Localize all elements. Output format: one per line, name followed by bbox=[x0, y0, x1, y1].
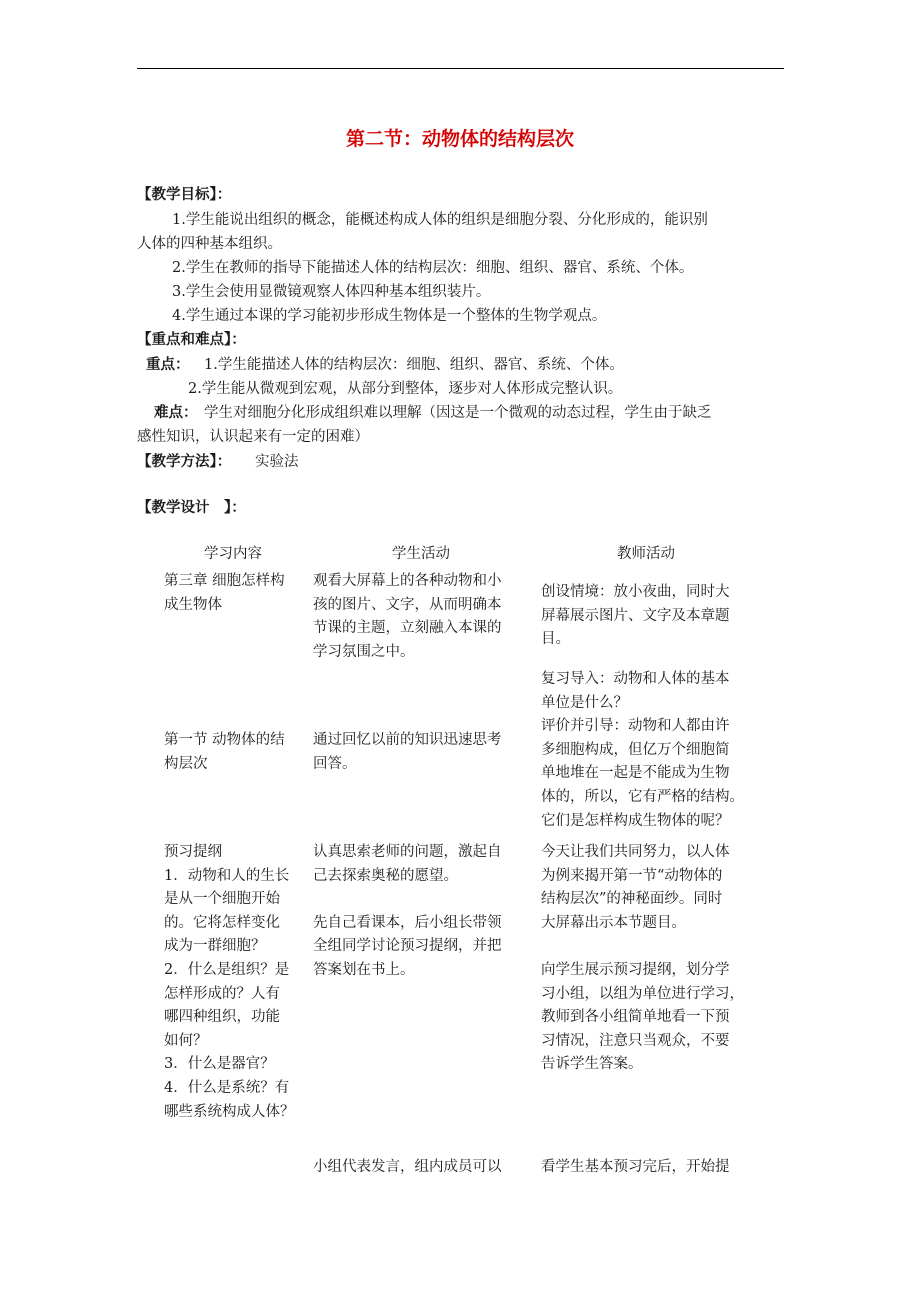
text-line: 评价并引导：动物和人都由许 bbox=[541, 718, 730, 735]
text-line: 成为一群细胞？ bbox=[164, 938, 266, 955]
column-header-content: 学习内容 bbox=[204, 546, 262, 562]
difficulty-text-cont: 感性知识，认识起来有一定的困难） bbox=[137, 429, 369, 445]
text-line: 向学生展示预习提纲，划分学 bbox=[541, 961, 730, 978]
text-line: 告诉学生答案。 bbox=[541, 1056, 643, 1073]
row1-teacher bbox=[541, 581, 761, 652]
objective-4: 4.学生通过本课的学习能初步形成生物体是一个整体的生物学观点。 bbox=[172, 308, 607, 324]
focus-item-1: 1.学生能描述人体的结构层次：细胞、组织、器官、系统、个体。 bbox=[204, 357, 624, 373]
method-heading: 【教学方法】： bbox=[137, 454, 232, 470]
page-title: 第二节：动物体的结构层次 bbox=[345, 128, 574, 150]
text-line: 1．动物和人的生长 bbox=[164, 867, 290, 884]
text-line: 答案划在书上。 bbox=[313, 961, 415, 978]
text-line: 体的，所以，它有严格的结构。 bbox=[541, 788, 744, 805]
focus-item-2: 2.学生能从微观到宏观，从部分到整体，逐步对人体形成完整认识。 bbox=[188, 381, 623, 397]
text-line: 哪四种组织，功能 bbox=[164, 1009, 280, 1026]
row2-teacher bbox=[541, 668, 761, 833]
difficulty-label: 难点： bbox=[154, 405, 198, 421]
text-line: 观看大屏幕上的各种动物和小 bbox=[313, 573, 502, 589]
text-line: 目。 bbox=[541, 631, 570, 648]
row3-teacher bbox=[541, 841, 761, 1077]
text-line: 预习提纲 bbox=[164, 844, 222, 860]
row4-teacher bbox=[541, 1156, 761, 1180]
row1-student bbox=[313, 570, 528, 664]
text-line: 看学生基本预习完后，开始提 bbox=[541, 1159, 730, 1175]
text-line: 为例来揭开第一节“动物体的 bbox=[541, 867, 723, 884]
row2-student bbox=[313, 729, 528, 776]
method-value: 实验法 bbox=[255, 454, 299, 470]
objective-2: 2.学生在教师的指导下能描述人体的结构层次：细胞、组织、器官、系统、个体。 bbox=[172, 260, 694, 276]
text-line: 己去探索奥秘的愿望。 bbox=[313, 867, 458, 884]
text-line: 如何？ bbox=[164, 1032, 208, 1049]
row2-content bbox=[164, 729, 310, 776]
text-line: 3．什么是器官？ bbox=[164, 1056, 275, 1073]
design-heading: 【教学设计 】： bbox=[137, 500, 246, 516]
text-line: 成生物体 bbox=[164, 596, 222, 613]
text-line: 单位是什么？ bbox=[541, 694, 628, 711]
text-line: 节课的主题，立刻融入本课的 bbox=[313, 620, 502, 637]
text-line: 多细胞构成，但亿万个细胞简 bbox=[541, 741, 730, 758]
objective-1-cont: 人体的四种基本组织。 bbox=[137, 236, 282, 252]
text-line: 哪些系统构成人体？ bbox=[164, 1103, 295, 1120]
row3-content bbox=[164, 841, 310, 1124]
text-line: 大屏幕出示本节题目。 bbox=[541, 914, 686, 931]
text-line: 小组代表发言，组内成员可以 bbox=[313, 1159, 502, 1175]
objective-3: 3.学生会使用显微镜观察人体四种基本组织装片。 bbox=[172, 284, 491, 300]
difficulty-text: 学生对细胞分化形成组织难以理解（因这是一个微观的动态过程，学生由于缺乏 bbox=[204, 405, 712, 421]
text-line: 结构层次”的神秘面纱。同时 bbox=[541, 891, 723, 908]
text-line: 通过回忆以前的知识迅速思考 bbox=[313, 732, 502, 748]
text-line: 回答。 bbox=[313, 755, 357, 772]
row3-student bbox=[313, 841, 528, 983]
focus-label: 重点： bbox=[146, 357, 190, 373]
text-line: 学习氛围之中。 bbox=[313, 643, 415, 660]
row1-content bbox=[164, 570, 310, 617]
text-line: 教师到各小组简单地看一下预 bbox=[541, 1009, 730, 1026]
header-rule bbox=[137, 68, 784, 69]
column-header-teacher: 教师活动 bbox=[617, 546, 675, 562]
text-line: 先自己看课本，后小组长带领 bbox=[313, 914, 502, 931]
text-line: 今天让我们共同努力，以人体 bbox=[541, 844, 730, 860]
text-line: 复习导入：动物和人体的基本 bbox=[541, 671, 730, 687]
text-line: 2．什么是组织？是 bbox=[164, 961, 290, 978]
text-line: 的。它将怎样变化 bbox=[164, 914, 280, 931]
objective-1: 1.学生能说出组织的概念，能概述构成人体的组织是细胞分裂、分化形成的，能识别 bbox=[172, 212, 708, 228]
text-line: 习小组，以组为单位进行学习， bbox=[541, 985, 744, 1002]
text-line: 认真思索老师的问题，激起自 bbox=[313, 844, 502, 860]
text-line: 怎样形成的？人有 bbox=[164, 985, 280, 1002]
text-line: 孩的图片、文字，从而明确本 bbox=[313, 596, 502, 613]
text-line: 第一节 动物体的结 bbox=[164, 732, 285, 748]
row4-student bbox=[313, 1156, 528, 1180]
text-line: 习情况，注意只当观众，不要 bbox=[541, 1032, 730, 1049]
text-line: 是从一个细胞开始 bbox=[164, 891, 280, 908]
text-line: 屏幕展示图片、文字及本章题 bbox=[541, 607, 730, 624]
text-line: 4．什么是系统？有 bbox=[164, 1079, 290, 1096]
text-line: 创设情境：放小夜曲，同时大 bbox=[541, 584, 730, 600]
text-line: 全组同学讨论预习提纲，并把 bbox=[313, 938, 502, 955]
text-line: 它们是怎样构成生物体的呢？ bbox=[541, 812, 730, 829]
keypoints-heading: 【重点和难点】： bbox=[137, 332, 246, 348]
text-line: 构层次 bbox=[164, 755, 208, 772]
column-header-student: 学生活动 bbox=[392, 546, 450, 562]
text-line: 第三章 细胞怎样构 bbox=[164, 573, 285, 589]
text-line: 单地堆在一起是不能成为生物 bbox=[541, 765, 730, 782]
objectives-heading: 【教学目标】： bbox=[137, 187, 232, 203]
